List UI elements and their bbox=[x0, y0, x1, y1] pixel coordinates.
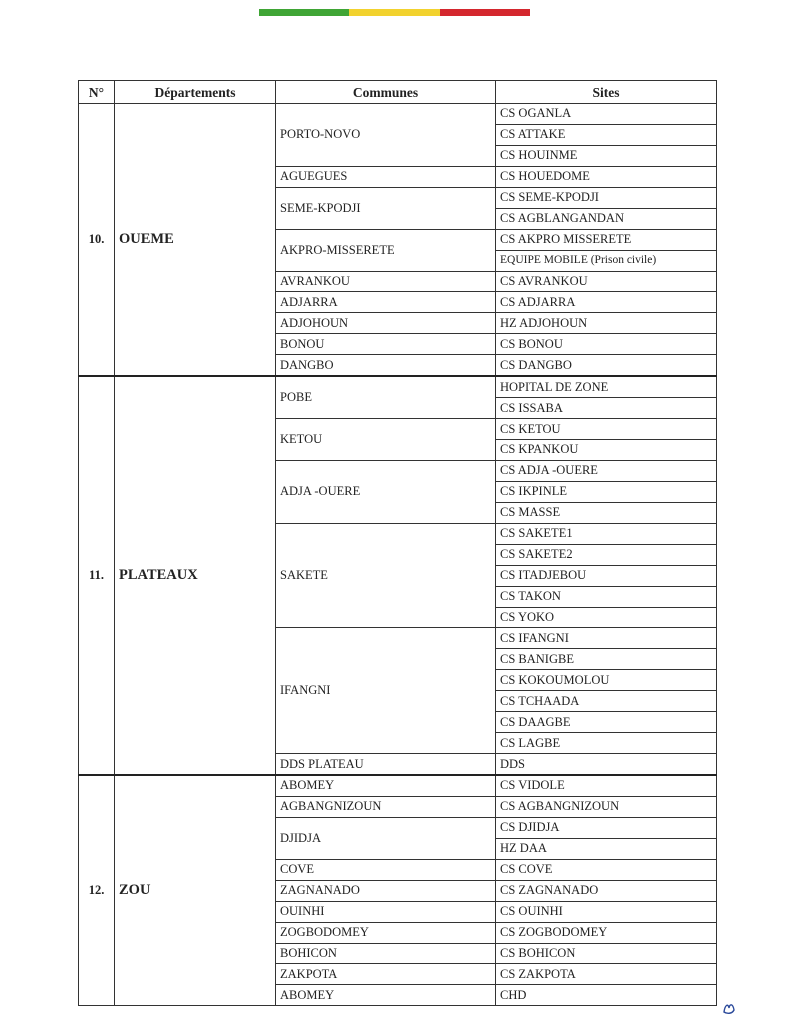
commune-name: AVRANKOU bbox=[276, 271, 496, 292]
commune-name: OUINHI bbox=[276, 901, 496, 922]
commune-name: COVE bbox=[276, 859, 496, 880]
commune-name: SAKETE bbox=[276, 523, 496, 628]
header-departements: Départements bbox=[115, 81, 276, 104]
header-sites: Sites bbox=[496, 81, 717, 104]
commune-name: ZAKPOTA bbox=[276, 964, 496, 985]
site-name: HOPITAL DE ZONE bbox=[496, 376, 717, 397]
table-row bbox=[79, 376, 717, 397]
commune-name: ADJARRA bbox=[276, 292, 496, 313]
commune-name: BOHICON bbox=[276, 943, 496, 964]
departement-name: ZOU bbox=[115, 775, 276, 1006]
site-name: HZ ADJOHOUN bbox=[496, 313, 717, 334]
header-communes: Communes bbox=[276, 81, 496, 104]
site-name: CS ITADJEBOU bbox=[496, 565, 717, 586]
site-name: CS KOKOUMOLOU bbox=[496, 670, 717, 691]
commune-name: BONOU bbox=[276, 334, 496, 355]
site-name: CS ISSABA bbox=[496, 398, 717, 419]
commune-name: PORTO-NOVO bbox=[276, 104, 496, 167]
site-name: CS OUINHI bbox=[496, 901, 717, 922]
site-name: CS OGANLA bbox=[496, 104, 717, 125]
sites-table bbox=[78, 80, 717, 1006]
commune-name: DDS PLATEAU bbox=[276, 754, 496, 775]
departement-number: 11. bbox=[79, 376, 115, 775]
site-name: HZ DAA bbox=[496, 838, 717, 859]
commune-name: ABOMEY bbox=[276, 985, 496, 1006]
departement-name: PLATEAUX bbox=[115, 376, 276, 775]
commune-name: SEME-KPODJI bbox=[276, 187, 496, 229]
site-name: CS AVRANKOU bbox=[496, 271, 717, 292]
site-name: EQUIPE MOBILE (Prison civile) bbox=[496, 250, 717, 271]
site-name: CS BOHICON bbox=[496, 943, 717, 964]
commune-name: AGBANGNIZOUN bbox=[276, 796, 496, 817]
departement-number: 10. bbox=[79, 104, 115, 377]
site-name: CS YOKO bbox=[496, 607, 717, 628]
commune-name: DANGBO bbox=[276, 355, 496, 376]
site-name: CS AKPRO MISSERETE bbox=[496, 229, 717, 250]
commune-name: ZAGNANADO bbox=[276, 880, 496, 901]
site-name: CHD bbox=[496, 985, 717, 1006]
table-row bbox=[79, 104, 717, 125]
site-name: CS KETOU bbox=[496, 419, 717, 440]
table-body bbox=[79, 104, 717, 1006]
table-row bbox=[79, 775, 717, 796]
site-name: CS DJIDJA bbox=[496, 817, 717, 838]
site-name: CS VIDOLE bbox=[496, 775, 717, 796]
site-name: CS MASSE bbox=[496, 502, 717, 523]
commune-name: IFANGNI bbox=[276, 628, 496, 754]
flag-green bbox=[259, 9, 349, 16]
site-name: CS ADJARRA bbox=[496, 292, 717, 313]
site-name: CS HOUINME bbox=[496, 145, 717, 166]
departement-number: 12. bbox=[79, 775, 115, 1006]
commune-name: AKPRO-MISSERETE bbox=[276, 229, 496, 271]
commune-name: ABOMEY bbox=[276, 775, 496, 796]
commune-name: ZOGBODOMEY bbox=[276, 922, 496, 943]
site-name: CS COVE bbox=[496, 859, 717, 880]
site-name: CS AGBLANGANDAN bbox=[496, 208, 717, 229]
departement-name: OUEME bbox=[115, 104, 276, 377]
site-name: CS DAAGBE bbox=[496, 712, 717, 733]
flag-stripe bbox=[259, 9, 530, 16]
site-name: CS SAKETE2 bbox=[496, 544, 717, 565]
header-num: N° bbox=[79, 81, 115, 104]
site-name: CS SAKETE1 bbox=[496, 523, 717, 544]
commune-name: ADJA -OUERE bbox=[276, 460, 496, 523]
flag-yellow bbox=[349, 9, 439, 16]
site-name: CS IFANGNI bbox=[496, 628, 717, 649]
site-name: CS KPANKOU bbox=[496, 440, 717, 461]
site-name: CS ZAKPOTA bbox=[496, 964, 717, 985]
site-name: CS ADJA -OUERE bbox=[496, 460, 717, 481]
site-name: CS ZAGNANADO bbox=[496, 880, 717, 901]
site-name: CS TAKON bbox=[496, 586, 717, 607]
initials-mark bbox=[721, 1000, 737, 1016]
header-row bbox=[79, 81, 717, 104]
commune-name: AGUEGUES bbox=[276, 166, 496, 187]
site-name: CS DANGBO bbox=[496, 355, 717, 376]
site-name: CS HOUEDOME bbox=[496, 166, 717, 187]
commune-name: DJIDJA bbox=[276, 817, 496, 859]
site-name: CS LAGBE bbox=[496, 733, 717, 754]
commune-name: POBE bbox=[276, 376, 496, 418]
site-name: CS SEME-KPODJI bbox=[496, 187, 717, 208]
site-name: CS BANIGBE bbox=[496, 649, 717, 670]
site-name: CS IKPINLE bbox=[496, 481, 717, 502]
site-name: CS ZOGBODOMEY bbox=[496, 922, 717, 943]
site-name: DDS bbox=[496, 754, 717, 775]
commune-name: ADJOHOUN bbox=[276, 313, 496, 334]
site-name: CS TCHAADA bbox=[496, 691, 717, 712]
site-name: CS AGBANGNIZOUN bbox=[496, 796, 717, 817]
site-name: CS ATTAKE bbox=[496, 124, 717, 145]
flag-red bbox=[440, 9, 530, 16]
site-name: CS BONOU bbox=[496, 334, 717, 355]
commune-name: KETOU bbox=[276, 419, 496, 461]
